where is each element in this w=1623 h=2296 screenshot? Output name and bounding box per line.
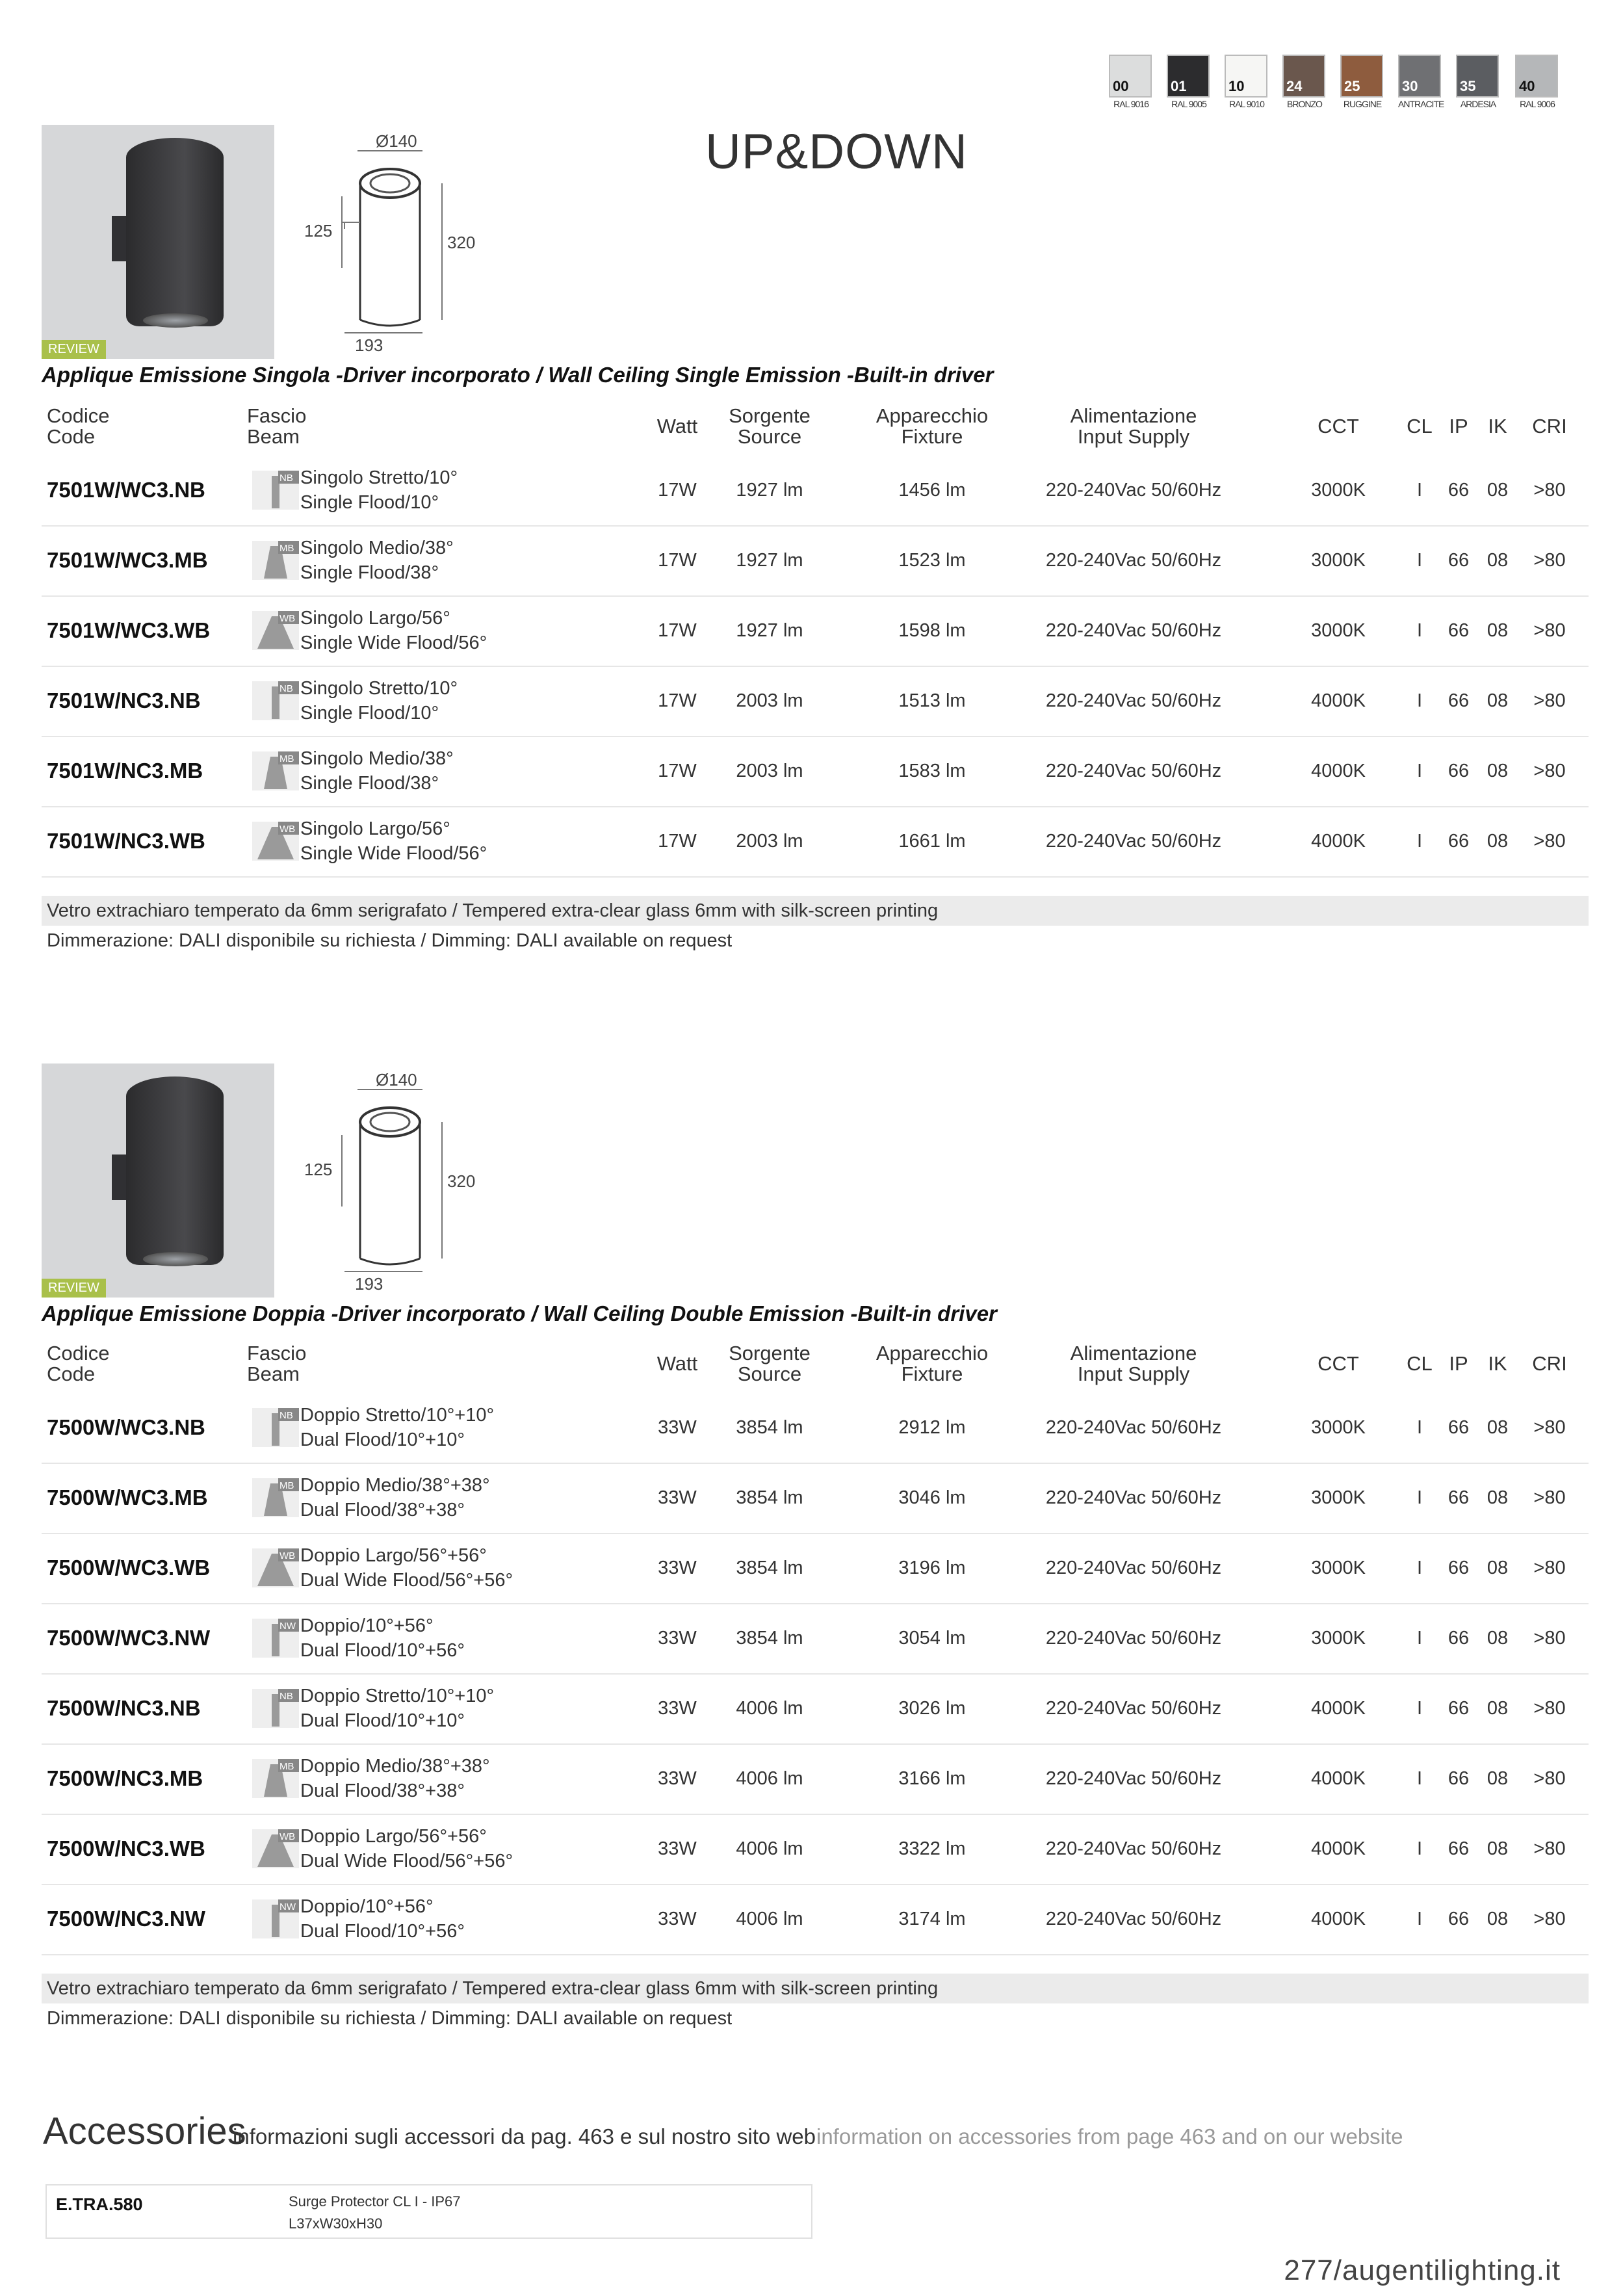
ip-cell: 66 [1448,549,1470,571]
watt-cell: 33W [658,1908,697,1929]
supply-cell: 220-240Vac 50/60Hz [1045,479,1222,501]
supply-cell: 220-240Vac 50/60Hz [1045,1838,1222,1859]
watt-cell: 17W [658,760,697,781]
cct-cell: 4000K [1311,1697,1366,1719]
svg-text:320: 320 [447,1171,476,1191]
color-code: 30 [1402,78,1418,94]
cl-cell: I [1416,830,1423,852]
review-tag: REVIEW [42,1279,106,1298]
watt-cell: 33W [658,1416,697,1438]
ip-cell: 66 [1448,1838,1470,1859]
color-chip [1456,55,1499,98]
beam-angle-icon [252,1619,299,1658]
beam-description: Doppio/10°+56° Dual Flood/10°+56° [300,1896,465,1942]
color-swatch [1398,55,1442,111]
beam-type-label: NB [279,473,293,484]
product-code: 7501W/WC3.MB [47,548,208,572]
color-swatch [1167,55,1211,111]
svg-text:125: 125 [304,1160,333,1179]
cri-cell: >80 [1533,1416,1566,1438]
supply-cell: 220-240Vac 50/60Hz [1045,1557,1222,1578]
beam-angle-icon [252,611,299,650]
cct-cell: 3000K [1311,620,1366,641]
beam-type-label: WB [279,824,296,835]
note-dimming-single: Dimmerazione: DALI disponibile su richiesta / Dimming: DALI available on request [47,930,733,951]
fixture-cell: 3196 lm [898,1557,966,1578]
watt-cell: 33W [658,1768,697,1789]
table-row [42,1884,1589,1955]
source-cell: 2003 lm [736,830,803,852]
table-row [42,1603,1589,1675]
cl-cell: I [1416,1416,1423,1438]
product-code: 7500W/NC3.WB [47,1836,205,1860]
svg-text:Ø140: Ø140 [376,1070,417,1089]
watt-cell: 17W [658,549,697,571]
watt-cell: 33W [658,1838,697,1859]
beam-angle-icon [252,1899,299,1938]
review-tag: REVIEW [42,340,106,359]
header-cl: CL [1407,415,1433,437]
cri-cell: >80 [1533,1908,1566,1929]
table-header-single [42,403,1589,455]
color-name: RUGGINE [1343,99,1382,109]
beam-description: Doppio Largo/56°+56° Dual Wide Flood/56°+56° [300,1826,513,1872]
product-code: 7500W/WC3.NW [47,1626,211,1650]
cl-cell: I [1416,1697,1423,1719]
source-cell: 1927 lm [736,549,803,571]
beam-description: Singolo Medio/38° Single Flood/38° [300,748,454,794]
beam-type-label: WB [279,613,296,624]
color-swatch [1282,55,1327,111]
table-row [42,1392,1589,1464]
cri-cell: >80 [1533,1487,1566,1508]
cri-cell: >80 [1533,1557,1566,1578]
source-cell: 2003 lm [736,760,803,781]
header-fixture: Apparecchio Fixture [876,404,989,448]
fixture-cell: 1523 lm [898,549,966,571]
ik-cell: 08 [1487,1416,1509,1438]
product-code: 7501W/NC3.WB [47,829,205,853]
beam-angle-icon [252,471,299,510]
beam-type-label: WB [279,1831,296,1842]
beam-angle-icon [252,1759,299,1798]
cl-cell: I [1416,1768,1423,1789]
technical-drawing-double [292,1063,507,1298]
ip-cell: 66 [1448,479,1470,501]
watt-cell: 17W [658,830,697,852]
accessory-item [45,2184,812,2239]
cri-cell: >80 [1533,1697,1566,1719]
cri-cell: >80 [1533,690,1566,711]
cri-cell: >80 [1533,620,1566,641]
ik-cell: 08 [1487,1908,1509,1929]
cct-cell: 3000K [1311,479,1366,501]
ik-cell: 08 [1487,1768,1509,1789]
cct-cell: 4000K [1311,830,1366,852]
color-swatch [1340,55,1384,111]
ik-cell: 08 [1487,690,1509,711]
technical-drawing-single [292,125,507,359]
fixture-cell: 1513 lm [898,690,966,711]
header-ik: IK [1488,415,1507,437]
product-code: 7501W/NC3.MB [47,759,203,783]
beam-angle-icon [252,1478,299,1517]
ip-cell: 66 [1448,690,1470,711]
product-code: 7500W/NC3.NB [47,1696,201,1720]
ik-cell: 08 [1487,1487,1509,1508]
color-code: 10 [1228,78,1245,94]
table-row [42,595,1589,667]
source-cell: 4006 lm [736,1838,803,1859]
cct-cell: 3000K [1311,549,1366,571]
beam-type-label: NB [279,1410,293,1421]
beam-description: Singolo Largo/56° Single Wide Flood/56° [300,818,487,864]
product-code: 7501W/WC3.WB [47,618,211,642]
color-code: 01 [1171,78,1187,94]
beam-description: Singolo Stretto/10° Single Flood/10° [300,678,458,724]
watt-cell: 33W [658,1627,697,1649]
color-name: RAL 9006 [1520,99,1555,109]
header-watt: Watt [656,415,698,437]
supply-cell: 220-240Vac 50/60Hz [1045,1908,1222,1929]
source-cell: 4006 lm [736,1908,803,1929]
beam-description: Doppio Stretto/10°+10° Dual Flood/10°+10° [300,1686,495,1731]
beam-type-label: MB [279,1480,294,1491]
section-title-single: Applique Emissione Singola -Driver incorporato / Wall Ceiling Single Emission -Built-in driver [42,363,994,387]
table-row [42,736,1589,807]
color-chip [1282,55,1325,98]
ip-cell: 66 [1448,620,1470,641]
supply-cell: 220-240Vac 50/60Hz [1045,830,1222,852]
cct-cell: 4000K [1311,1768,1366,1789]
color-chip [1340,55,1383,98]
accessory-description: Surge Protector CL I - IP67 L37xW30xH30 [289,2193,461,2232]
fixture-cell: 1661 lm [898,830,966,852]
color-swatch [1515,55,1559,111]
note-glass-single: Vetro extrachiaro temperato da 6mm serigrafato / Tempered extra-clear glass 6mm with silk-screen printing [42,896,1589,926]
color-chip [1167,55,1210,98]
fixture-cell: 3174 lm [898,1908,966,1929]
source-cell: 3854 lm [736,1416,803,1438]
ip-cell: 66 [1448,1908,1470,1929]
header-supply: Alimentazione Input Supply [1070,404,1197,448]
fixture-cell: 1598 lm [898,620,966,641]
source-cell: 3854 lm [736,1627,803,1649]
accessories-subtitle-en: information on accessories from page 463 and on our website [816,2124,1403,2148]
ip-cell: 66 [1448,1768,1470,1789]
source-cell: 3854 lm [736,1487,803,1508]
supply-cell: 220-240Vac 50/60Hz [1045,1416,1222,1438]
cl-cell: I [1416,1908,1423,1929]
beam-description: Doppio Largo/56°+56° Dual Wide Flood/56°+56° [300,1545,513,1591]
color-name: BRONZO [1287,99,1322,109]
header-code: Codice Code [47,404,110,448]
svg-text:320: 320 [447,233,476,252]
color-name: ANTRACITE [1398,99,1444,109]
ip-cell: 66 [1448,830,1470,852]
cl-cell: I [1416,1487,1423,1508]
ik-cell: 08 [1487,549,1509,571]
note-glass-double: Vetro extrachiaro temperato da 6mm serigrafato / Tempered extra-clear glass 6mm with silk-screen printing [42,1974,1589,2003]
ip-cell: 66 [1448,760,1470,781]
table-row [42,1533,1589,1604]
header-watt: Watt [656,1352,698,1375]
ip-cell: 66 [1448,1416,1470,1438]
supply-cell: 220-240Vac 50/60Hz [1045,1487,1222,1508]
fixture-cell: 1456 lm [898,479,966,501]
beam-angle-icon [252,681,299,720]
table-header-double [42,1340,1589,1392]
source-cell: 4006 lm [736,1697,803,1719]
supply-cell: 220-240Vac 50/60Hz [1045,690,1222,711]
header-cri: CRI [1532,1352,1567,1375]
ip-cell: 66 [1448,1557,1470,1578]
cl-cell: I [1416,620,1423,641]
cct-cell: 4000K [1311,760,1366,781]
table-row [42,806,1589,878]
source-cell: 3854 lm [736,1557,803,1578]
fixture-cell: 3166 lm [898,1768,966,1789]
product-code: 7500W/WC3.WB [47,1556,211,1580]
cct-cell: 3000K [1311,1627,1366,1649]
cct-cell: 4000K [1311,1838,1366,1859]
color-name: RAL 9010 [1229,99,1264,109]
header-fixture: Apparecchio Fixture [876,1342,989,1385]
color-chip [1225,55,1267,98]
product-code: 7501W/WC3.NB [47,478,205,502]
ip-cell: 66 [1448,1627,1470,1649]
beam-type-label: NW [279,1901,296,1912]
supply-cell: 220-240Vac 50/60Hz [1045,1697,1222,1719]
supply-cell: 220-240Vac 50/60Hz [1045,1768,1222,1789]
fixture-cell: 3054 lm [898,1627,966,1649]
header-beam: Fascio Beam [247,404,307,448]
beam-angle-icon [252,1689,299,1728]
cri-cell: >80 [1533,1627,1566,1649]
color-chip [1109,55,1152,98]
table-row [42,1673,1589,1745]
ik-cell: 08 [1487,479,1509,501]
color-swatch [1109,55,1153,111]
ip-cell: 66 [1448,1487,1470,1508]
svg-text:193: 193 [355,1274,383,1294]
supply-cell: 220-240Vac 50/60Hz [1045,549,1222,571]
table-row [42,1743,1589,1815]
accessories-subtitle-it: informazioni sugli accessori da pag. 463 e sul nostro sito web [233,2124,816,2148]
fixture-cell: 1583 lm [898,760,966,781]
header-cct: CCT [1318,415,1359,437]
fixture-cell: 3046 lm [898,1487,966,1508]
source-cell: 4006 lm [736,1768,803,1789]
product-code: 7500W/WC3.NB [47,1415,205,1439]
color-name: ARDESIA [1460,99,1496,109]
ik-cell: 08 [1487,1627,1509,1649]
header-ip: IP [1449,1352,1468,1375]
beam-type-label: MB [279,753,294,764]
beam-angle-icon [252,1548,299,1587]
ik-cell: 08 [1487,760,1509,781]
table-row [42,525,1589,597]
svg-text:193: 193 [355,335,383,355]
color-swatch [1225,55,1269,111]
cct-cell: 3000K [1311,1557,1366,1578]
beam-type-label: MB [279,1761,294,1772]
cct-cell: 3000K [1311,1416,1366,1438]
cct-cell: 3000K [1311,1487,1366,1508]
watt-cell: 17W [658,690,697,711]
beam-angle-icon [252,1408,299,1447]
color-chip [1398,55,1441,98]
beam-description: Singolo Medio/38° Single Flood/38° [300,538,454,583]
page-title: UP&DOWN [705,124,968,179]
table-row [42,455,1589,527]
fixture-cell: 3322 lm [898,1838,966,1859]
svg-text:Ø140: Ø140 [376,131,417,151]
accessory-code: E.TRA.580 [56,2195,143,2214]
watt-cell: 17W [658,620,697,641]
watt-cell: 33W [658,1487,697,1508]
beam-description: Singolo Largo/56° Single Wide Flood/56° [300,608,487,653]
product-photo-single [42,125,274,359]
cri-cell: >80 [1533,479,1566,501]
beam-description: Doppio Medio/38°+38° Dual Flood/38°+38° [300,1475,490,1520]
header-cl: CL [1407,1352,1433,1375]
cct-cell: 4000K [1311,690,1366,711]
header-beam: Fascio Beam [247,1342,307,1385]
color-code: 00 [1113,78,1129,94]
header-cri: CRI [1532,415,1567,437]
cct-cell: 4000K [1311,1908,1366,1929]
svg-text:125: 125 [304,221,333,241]
beam-description: Doppio/10°+56° Dual Flood/10°+56° [300,1615,465,1661]
cl-cell: I [1416,760,1423,781]
beam-description: Doppio Medio/38°+38° Dual Flood/38°+38° [300,1756,490,1801]
supply-cell: 220-240Vac 50/60Hz [1045,760,1222,781]
section-title-double: Applique Emissione Doppia -Driver incorporato / Wall Ceiling Double Emission -Built-in driver [42,1301,997,1325]
ik-cell: 08 [1487,620,1509,641]
cl-cell: I [1416,1627,1423,1649]
cl-cell: I [1416,690,1423,711]
color-swatch [1456,55,1500,111]
cri-cell: >80 [1533,830,1566,852]
beam-type-label: WB [279,1550,296,1561]
product-code: 7500W/NC3.NW [47,1907,205,1931]
beam-type-label: NB [279,1691,293,1702]
header-cct: CCT [1318,1352,1359,1375]
note-dimming-double: Dimmerazione: DALI disponibile su richiesta / Dimming: DALI available on request [47,2008,733,2029]
cri-cell: >80 [1533,760,1566,781]
header-code: Codice Code [47,1342,110,1385]
product-code: 7501W/NC3.NB [47,688,201,712]
color-code: 40 [1519,78,1535,94]
color-name: RAL 9005 [1171,99,1206,109]
beam-angle-icon [252,822,299,861]
watt-cell: 33W [658,1557,697,1578]
accessories-title: Accessories [43,2110,246,2152]
source-cell: 1927 lm [736,479,803,501]
ik-cell: 08 [1487,830,1509,852]
cl-cell: I [1416,1838,1423,1859]
beam-angle-icon [252,751,299,790]
color-code: 24 [1286,78,1303,94]
watt-cell: 33W [658,1697,697,1719]
ip-cell: 66 [1448,1697,1470,1719]
beam-description: Doppio Stretto/10°+10° Dual Flood/10°+10° [300,1405,495,1450]
ik-cell: 08 [1487,1697,1509,1719]
header-ik: IK [1488,1352,1507,1375]
cri-cell: >80 [1533,1838,1566,1859]
watt-cell: 17W [658,479,697,501]
cl-cell: I [1416,479,1423,501]
beam-description: Singolo Stretto/10° Single Flood/10° [300,467,458,513]
table-row [42,1814,1589,1885]
product-photo-double [42,1063,274,1298]
fixture-cell: 2912 lm [898,1416,966,1438]
color-name: RAL 9016 [1113,99,1149,109]
beam-type-label: MB [279,543,294,554]
ik-cell: 08 [1487,1838,1509,1859]
color-chip [1515,55,1558,98]
header-source: Sorgente Source [729,1342,811,1385]
header-supply: Alimentazione Input Supply [1070,1342,1197,1385]
beam-type-label: NW [279,1621,296,1632]
header-source: Sorgente Source [729,404,811,448]
beam-angle-icon [252,1829,299,1868]
source-cell: 1927 lm [736,620,803,641]
supply-cell: 220-240Vac 50/60Hz [1045,1627,1222,1649]
header-ip: IP [1449,415,1468,437]
cri-cell: >80 [1533,1768,1566,1789]
beam-angle-icon [252,541,299,580]
table-row [42,666,1589,737]
cl-cell: I [1416,1557,1423,1578]
color-code: 25 [1344,78,1360,94]
cl-cell: I [1416,549,1423,571]
fixture-cell: 3026 lm [898,1697,966,1719]
product-code: 7500W/WC3.MB [47,1485,208,1509]
page-footer: 277/augentilighting.it [1284,2254,1561,2286]
color-code: 35 [1460,78,1476,94]
table-row [42,1463,1589,1534]
cri-cell: >80 [1533,549,1566,571]
ik-cell: 08 [1487,1557,1509,1578]
product-code: 7500W/NC3.MB [47,1766,203,1790]
source-cell: 2003 lm [736,690,803,711]
supply-cell: 220-240Vac 50/60Hz [1045,620,1222,641]
beam-type-label: NB [279,683,293,694]
